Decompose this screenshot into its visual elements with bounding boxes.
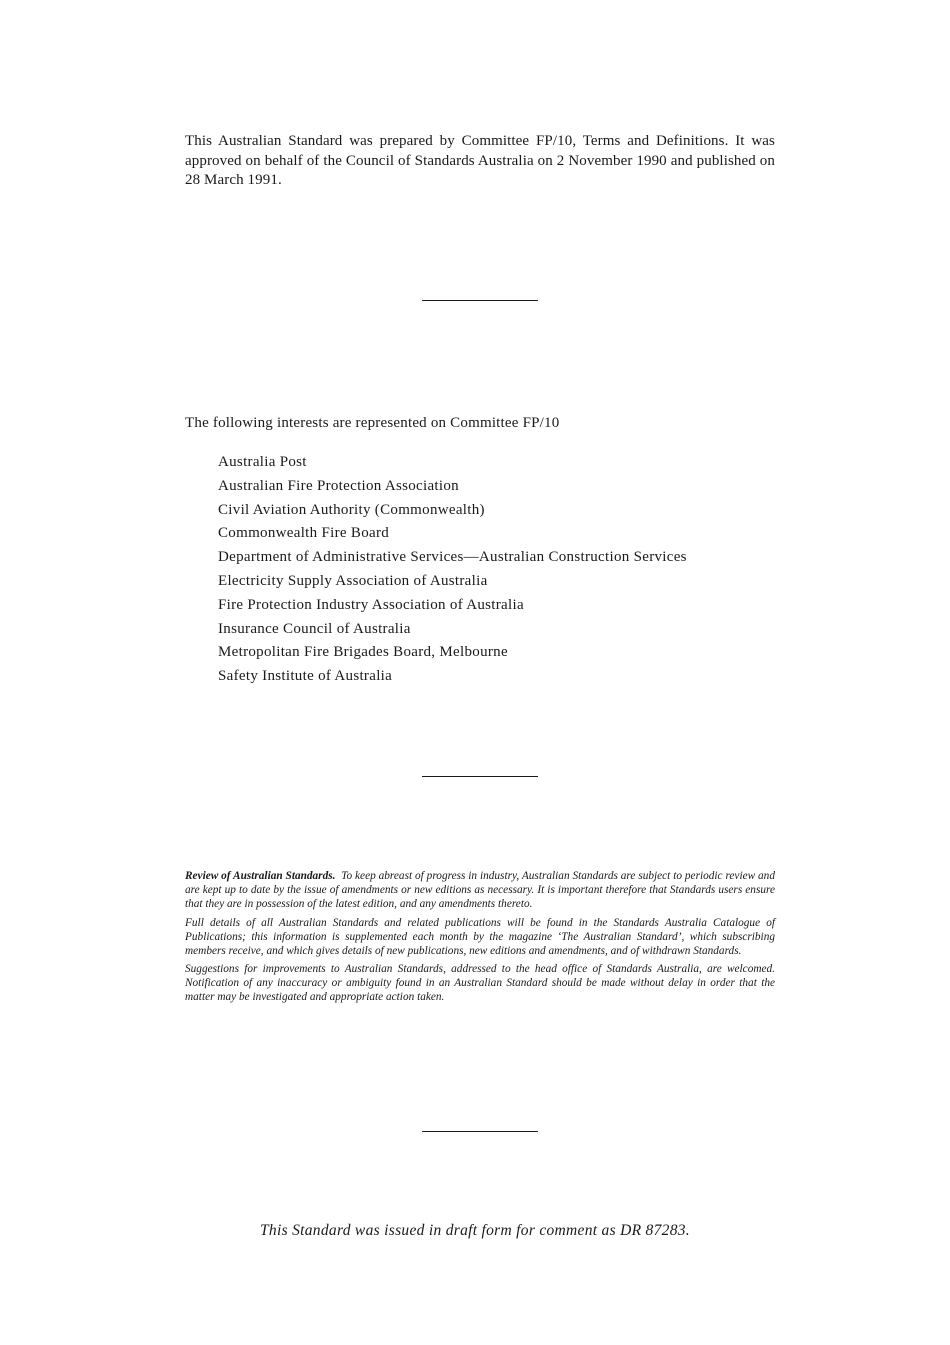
list-item: Safety Institute of Australia <box>218 668 393 685</box>
suggestions-paragraph: Suggestions for improvements to Australian Standards, addressed to the head office of Standards Australia, are welcomed. Notification of any inaccuracy or ambiguity found in an Australian Standard should be made without delay in order that the matter may be investigated and appropriate action taken. <box>185 963 775 1004</box>
list-item: Fire Protection Industry Association of Australia <box>218 596 524 613</box>
list-item: Department of Administrative Services—Australian Construction Services <box>218 549 687 566</box>
section-divider <box>422 300 538 301</box>
section-divider <box>422 1131 538 1132</box>
list-item: Civil Aviation Authority (Commonwealth) <box>218 501 485 518</box>
list-item: Metropolitan Fire Brigades Board, Melbourne <box>218 644 508 661</box>
committee-interests-list <box>218 452 687 690</box>
list-item: Australian Fire Protection Association <box>218 477 459 494</box>
approval-text: This Australian Standard was prepared by Committee FP/10, Terms and Definitions. It was approved on behalf of the Council of Standards Australia on 2 November 1990 and published on 28 March 1991. <box>185 133 775 188</box>
list-item: Australia Post <box>218 454 307 470</box>
review-notice <box>185 870 775 1010</box>
approval-statement <box>185 132 775 191</box>
list-item: Electricity Supply Association of Australia <box>218 572 488 589</box>
list-item: Insurance Council of Australia <box>218 620 411 637</box>
review-paragraph <box>185 870 775 912</box>
list-item: Commonwealth Fire Board <box>218 525 390 542</box>
draft-note: This Standard was issued in draft form for comment as DR 87283. <box>260 1222 690 1239</box>
review-paragraph-text: To keep abreast of progress in industry, Australian Standards are subject to periodic review and are kept up to date by the issue of amendments or new editions as necessary. It is important therefore that Standards users ensure that they are in possession of the latest edition, and any amendments thereto. <box>185 870 775 910</box>
section-divider <box>422 776 538 777</box>
review-lead: Review of Australian Standards. <box>185 870 336 882</box>
committee-interests-heading: The following interests are represented on Committee FP/10 <box>185 415 560 431</box>
catalogue-paragraph: Full details of all Australian Standards and related publications will be found in the Standards Australia Catalogue of Publications; this information is supplemented each month by the magazine ‘The Australian Standard’, which subscribing members receive, and which gives details of new publications, new editions and amendments, and of withdrawn Standards. <box>185 916 775 957</box>
